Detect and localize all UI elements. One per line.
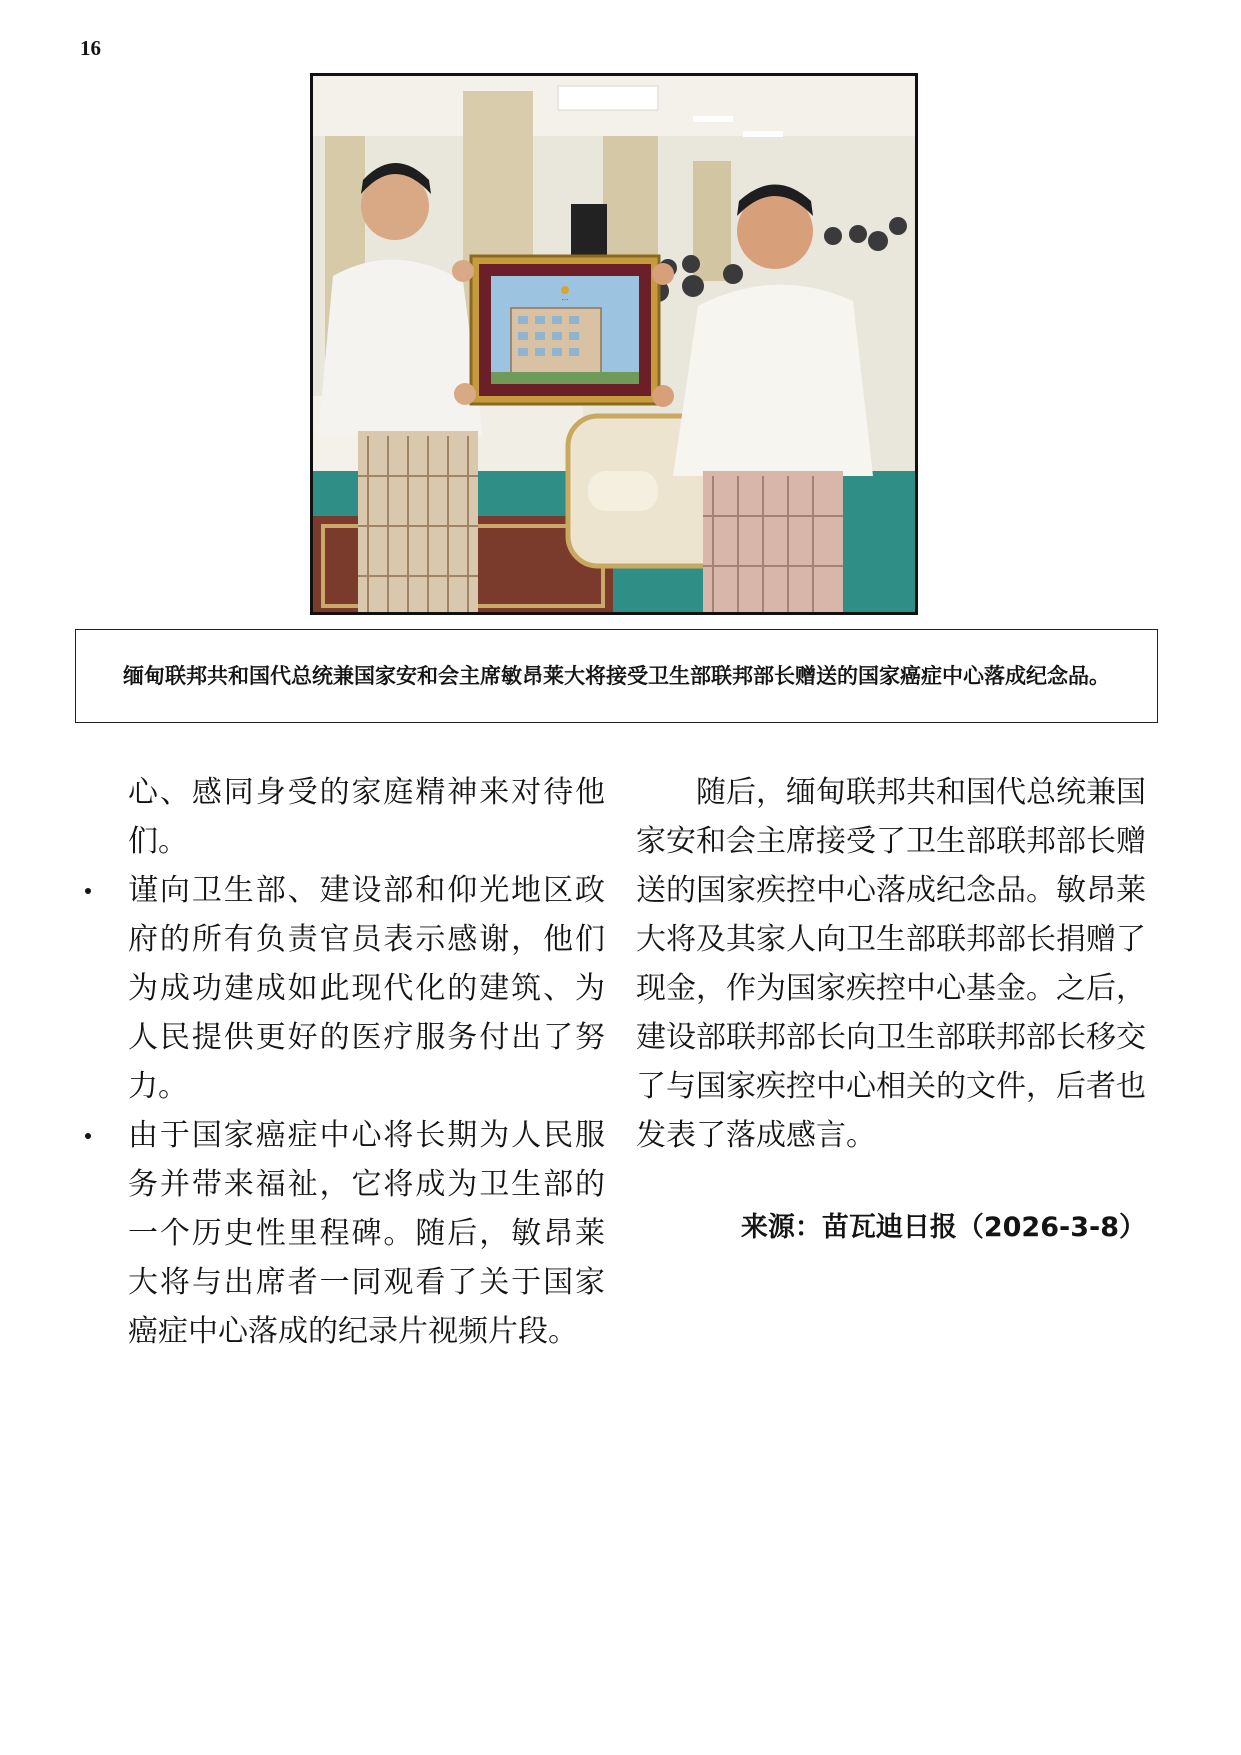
bullet-dot [85, 888, 91, 894]
article-left-column [85, 768, 605, 1356]
bullet-dot [85, 1133, 91, 1139]
source-credit: 来源：苗瓦迪日报（2026-3-8） [740, 1212, 1146, 1243]
frame-sign-text: ··· [561, 296, 569, 304]
bullet-text: 谨向卫生部、建设部和仰光地区政府的所有负责官员表示感谢，他们为成功建成如此现代化的建筑、为人民提供更好的医疗服务付出了努力。 [128, 873, 605, 1104]
bullet-text: 由于国家癌症中心将长期为人民服务并带来福祉，它将成为卫生部的一个历史性里程碑。随后，敏昂莱大将与出席者一同观看了关于国家癌症中心落成的纪录片视频片段。 [128, 1118, 605, 1349]
award-presentation-photo [310, 73, 918, 615]
body-paragraph: 随后，缅甸联邦共和国代总统兼国家安和会主席接受了卫生部联邦部长赠送的国家疾控中心落成纪念品。敏昂莱大将及其家人向卫生部联邦部长捐赠了现金，作为国家疾控中心基金。之后，建设部联邦部长向卫生部联邦部长移交了与国家疾控中心相关的文件，后者也发表了落成感言。 [636, 775, 1146, 1153]
bullet-item [85, 866, 605, 1111]
caption-text: 缅甸联邦共和国代总统兼国家安和会主席敏昂莱大将接受卫生部联邦部长赠送的国家癌症中心落成纪念品。 [123, 664, 1110, 688]
page-number: 16 [80, 36, 101, 60]
article-right-column [636, 768, 1146, 1279]
photo-caption [75, 629, 1158, 723]
photo-illustration [313, 76, 915, 612]
bullet-list [85, 866, 605, 1356]
bullet-item [85, 1111, 605, 1356]
continuation-paragraph: 心、感同身受的家庭精神来对待他们。 [128, 775, 605, 859]
